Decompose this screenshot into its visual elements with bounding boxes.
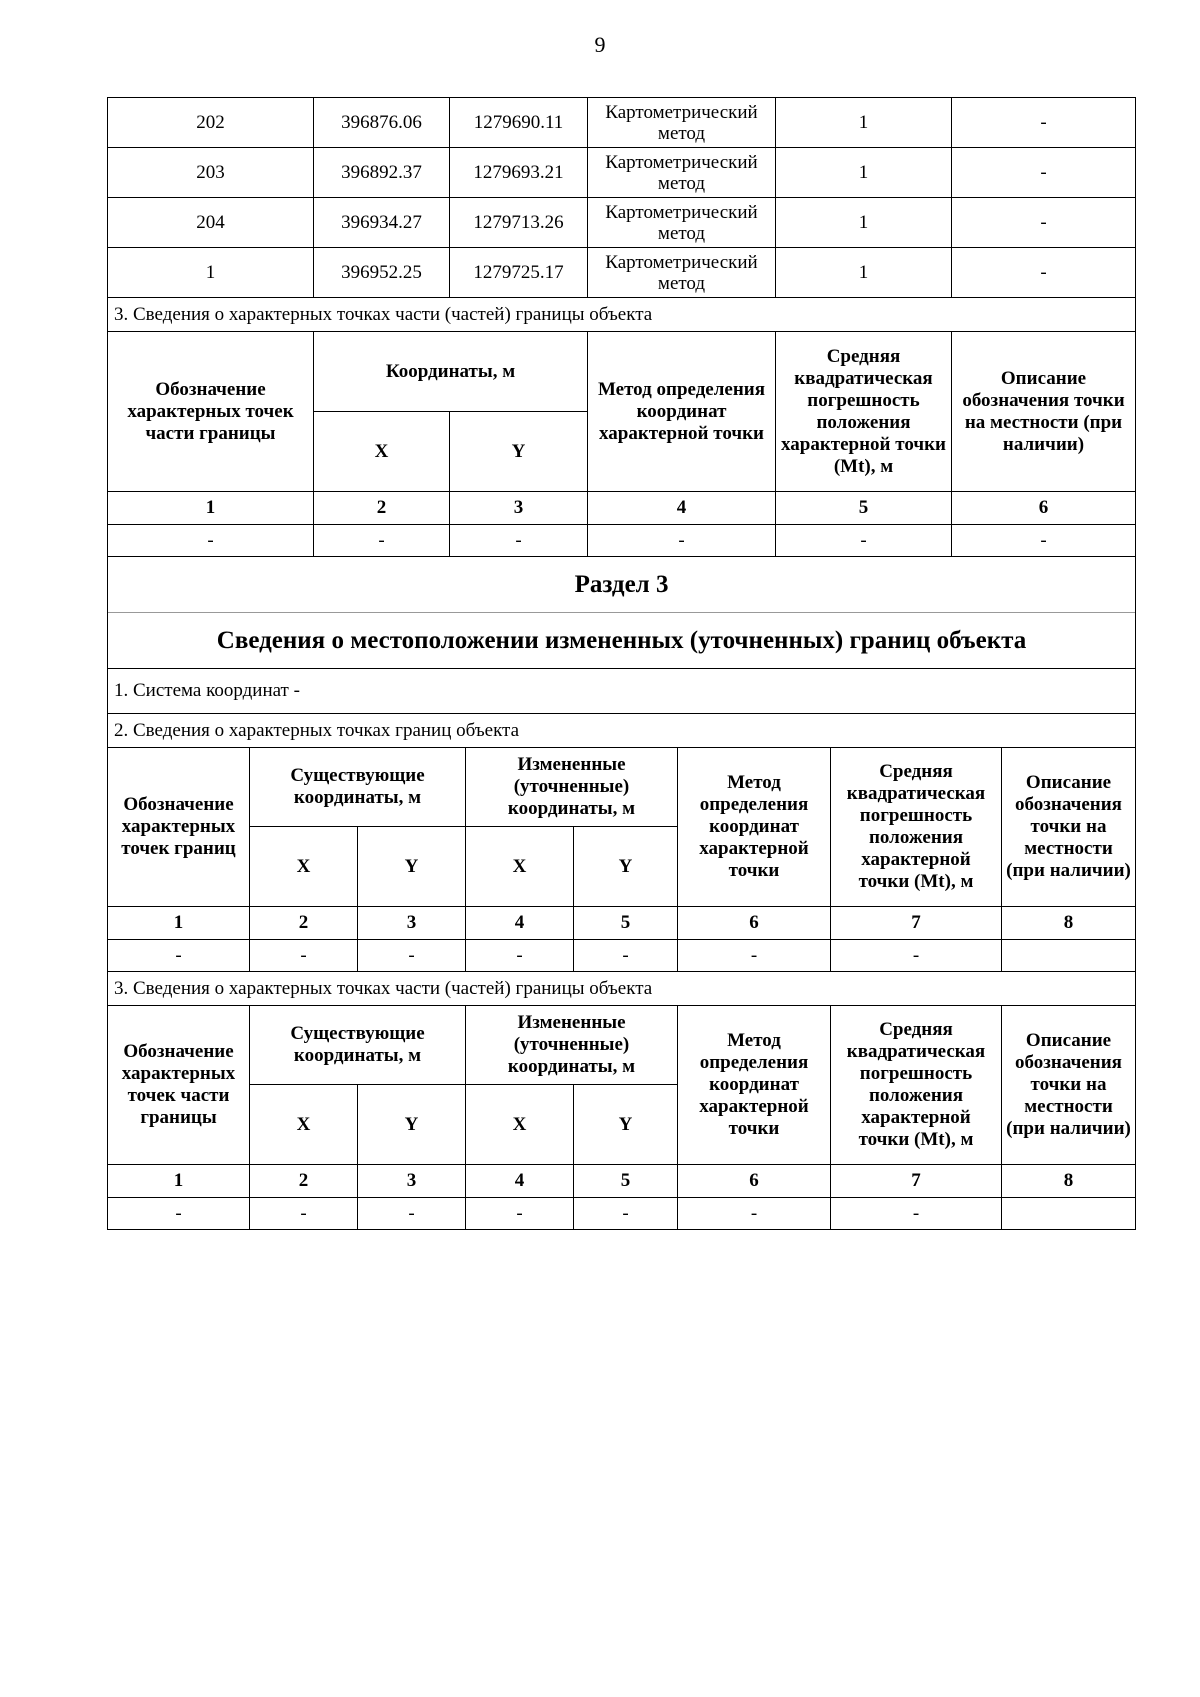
table-row: [108, 940, 1136, 972]
empty-cell: -: [450, 525, 588, 557]
description-cell: -: [952, 148, 1136, 198]
column-number: 6: [678, 1165, 831, 1198]
empty-cell: -: [831, 940, 1002, 972]
coords-header: Координаты, м: [314, 332, 588, 412]
empty-cell: -: [358, 1198, 466, 1230]
empty-cell: -: [108, 1198, 250, 1230]
boundary-points-continued: [108, 98, 1136, 298]
method-cell: Картометрический метод: [588, 198, 776, 248]
column-number: 6: [952, 492, 1136, 525]
empty-cell: -: [952, 525, 1136, 557]
column-number: 8: [1002, 907, 1136, 940]
column-number: 5: [574, 907, 678, 940]
description-cell: -: [952, 198, 1136, 248]
designation-header: Обозначение характерных точек части границы: [108, 1006, 250, 1165]
column-number: 2: [250, 907, 358, 940]
method-cell: Картометрический метод: [588, 248, 776, 298]
empty-cell: [1002, 940, 1136, 972]
empty-cell: -: [466, 940, 574, 972]
description-cell: -: [952, 248, 1136, 298]
x-header: X: [250, 827, 358, 907]
method-header: Метод определения координат характерной точки: [678, 1006, 831, 1165]
section-subtitle: Сведения о местоположении измененных (уточненных) границ объекта: [108, 613, 1136, 669]
y-cell: 1279713.26: [450, 198, 588, 248]
column-number: 6: [678, 907, 831, 940]
table-row: [108, 198, 1136, 248]
empty-cell: -: [358, 940, 466, 972]
accuracy-header: Средняя квадратическая погрешность положения характерной точки (Mt), м: [776, 332, 952, 492]
empty-cell: -: [574, 1198, 678, 1230]
section3-table: [107, 557, 1136, 1230]
x-cell: 396876.06: [314, 98, 450, 148]
column-number: 7: [831, 907, 1002, 940]
page-number: 9: [594, 32, 606, 57]
column-numbers-row: [108, 907, 1136, 940]
point-cell: 203: [108, 148, 314, 198]
empty-cell: -: [250, 940, 358, 972]
existing-coords-header: Существующие координаты, м: [250, 748, 466, 827]
empty-cell: -: [678, 940, 831, 972]
designation-header: Обозначение характерных точек границ: [108, 748, 250, 907]
section2-table: [107, 97, 1136, 557]
part-boundary-caption: 3. Сведения о характерных точках части (частей) границы объекта: [108, 298, 1136, 332]
accuracy-header: Средняя квадратическая погрешность положения характерной точки (Mt), м: [831, 1006, 1002, 1165]
column-number: 2: [250, 1165, 358, 1198]
column-number: 1: [108, 907, 250, 940]
accuracy-cell: 1: [776, 248, 952, 298]
column-number: 8: [1002, 1165, 1136, 1198]
x-header: X: [250, 1085, 358, 1165]
column-number: 1: [108, 1165, 250, 1198]
x-cell: 396892.37: [314, 148, 450, 198]
empty-cell: -: [108, 940, 250, 972]
section-title: Раздел 3: [108, 557, 1136, 613]
point-cell: 202: [108, 98, 314, 148]
column-number: 5: [574, 1165, 678, 1198]
empty-cell: -: [678, 1198, 831, 1230]
table-row: [108, 148, 1136, 198]
accuracy-cell: 1: [776, 98, 952, 148]
column-numbers-row: [108, 1165, 1136, 1198]
designation-header: Обозначение характерных точек части границы: [108, 332, 314, 492]
x-cell: 396934.27: [314, 198, 450, 248]
empty-cell: -: [466, 1198, 574, 1230]
description-cell: -: [952, 98, 1136, 148]
description-header: Описание обозначения точки на местности (при наличии): [1002, 1006, 1136, 1165]
empty-cell: -: [831, 1198, 1002, 1230]
column-number: 5: [776, 492, 952, 525]
y-header: Y: [358, 827, 466, 907]
description-header: Описание обозначения точки на местности (при наличии): [952, 332, 1136, 492]
empty-cell: -: [250, 1198, 358, 1230]
changed-coords-header: Измененные (уточненные) координаты, м: [466, 748, 678, 827]
description-header: Описание обозначения точки на местности (при наличии): [1002, 748, 1136, 907]
x-header: X: [314, 412, 450, 492]
method-header: Метод определения координат характерной точки: [678, 748, 831, 907]
part-boundary-table: [108, 298, 1136, 557]
x-header: X: [466, 827, 574, 907]
method-header: Метод определения координат характерной точки: [588, 332, 776, 492]
column-number: 3: [358, 907, 466, 940]
y-header: Y: [574, 1085, 678, 1165]
y-cell: 1279693.21: [450, 148, 588, 198]
point-cell: 1: [108, 248, 314, 298]
column-number: 4: [466, 907, 574, 940]
column-number: 4: [466, 1165, 574, 1198]
empty-cell: -: [776, 525, 952, 557]
method-cell: Картометрический метод: [588, 98, 776, 148]
table-row: [108, 1198, 1136, 1230]
column-number: 7: [831, 1165, 1002, 1198]
empty-cell: [1002, 1198, 1136, 1230]
method-cell: Картометрический метод: [588, 148, 776, 198]
column-number: 2: [314, 492, 450, 525]
changed-coords-header: Измененные (уточненные) координаты, м: [466, 1006, 678, 1085]
y-cell: 1279725.17: [450, 248, 588, 298]
existing-coords-header: Существующие координаты, м: [250, 1006, 466, 1085]
table-row: [108, 248, 1136, 298]
x-cell: 396952.25: [314, 248, 450, 298]
y-cell: 1279690.11: [450, 98, 588, 148]
boundary-points-caption: 2. Сведения о характерных точках границ объекта: [108, 714, 1136, 748]
y-header: Y: [358, 1085, 466, 1165]
coordinate-system: 1. Система координат -: [108, 669, 1136, 714]
accuracy-header: Средняя квадратическая погрешность положения характерной точки (Mt), м: [831, 748, 1002, 907]
column-number: 1: [108, 492, 314, 525]
column-number: 4: [588, 492, 776, 525]
column-numbers-row: [108, 492, 1136, 525]
accuracy-cell: 1: [776, 198, 952, 248]
empty-cell: -: [314, 525, 450, 557]
accuracy-cell: 1: [776, 148, 952, 198]
document-sheet: [107, 97, 1135, 1230]
point-cell: 204: [108, 198, 314, 248]
column-number: 3: [358, 1165, 466, 1198]
part-boundary-caption: 3. Сведения о характерных точках части (частей) границы объекта: [108, 972, 1136, 1006]
y-header: Y: [574, 827, 678, 907]
empty-cell: -: [108, 525, 314, 557]
empty-cell: -: [574, 940, 678, 972]
empty-cell: -: [588, 525, 776, 557]
y-header: Y: [450, 412, 588, 492]
table-row: [108, 525, 1136, 557]
table-row: [108, 98, 1136, 148]
column-number: 3: [450, 492, 588, 525]
x-header: X: [466, 1085, 574, 1165]
